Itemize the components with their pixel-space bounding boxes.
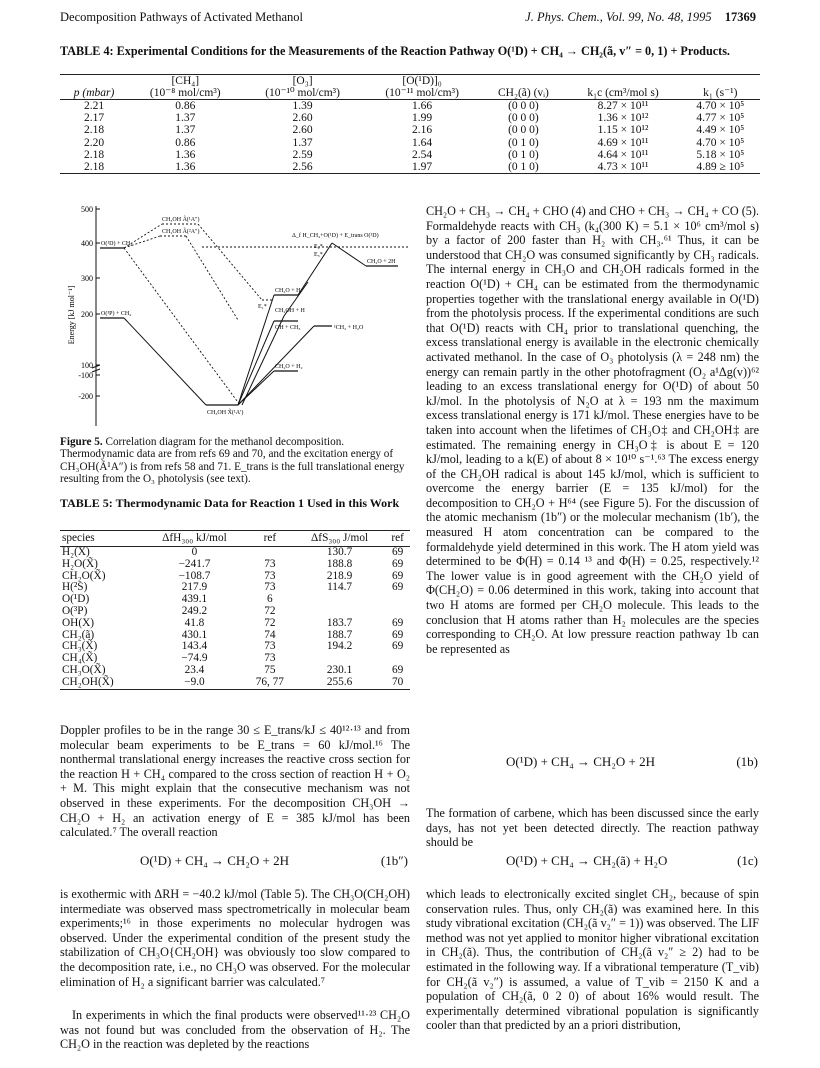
left-paragraph-1: Doppler profiles to be in the range 30 ≤ E_trans/kJ ≤ 40¹²·¹³ and from molecular beam experiments to be E_trans = 60 kJ/mol.¹⁶ The nonthermal translational energy increases the reactive cross section for the reaction H + CH₄ compared to the cross section of reaction H + O₂ + M. This might explain that the consecutive mechanism was not observed in these experiments. For the decomposition CH₃OH → CH₂O + H₂ an activation energy of E = 385 kJ/mol has been calculated.⁷ The overall reaction bbox=[60, 723, 410, 840]
col-header: [CH₄] bbox=[171, 75, 200, 87]
label-ch2oh-h: CH₂OH + H bbox=[275, 308, 305, 314]
table-cell: 4.77 × 10⁵ bbox=[696, 112, 745, 125]
table-cell: 8.27 × 10¹¹ bbox=[597, 100, 649, 112]
table-cell: 73 bbox=[264, 652, 276, 665]
table-row bbox=[60, 112, 760, 124]
tick-label: -100 bbox=[78, 371, 93, 380]
table-cell: 72 bbox=[264, 604, 276, 617]
table-cell: 4.89 ≥ 10⁵ bbox=[696, 161, 745, 174]
left-equation-1b-double-prime: O(¹D) + CH₄ → CH₂O + 2H bbox=[140, 853, 289, 868]
table4-header-row1 bbox=[60, 75, 760, 88]
table-cell: 41.8 bbox=[184, 616, 205, 629]
table-cell bbox=[294, 606, 385, 618]
col-header: ΔfH₃₀₀ kJ/mol bbox=[143, 531, 246, 547]
table-row bbox=[60, 161, 760, 174]
pathway-lines bbox=[124, 243, 366, 405]
right-paragraph-3: which leads to electronically excited singlet CH₂, because of spin conservation rules. Thus, only CH₂(ã) was examined here. In this study vibrational excitation (CH₂(ã v₂″ = 1)) was observed. The LIF method was not yet applied to monitor higher vibrational excitation in CH₂(ã). Thus, the contribution of CH₂(ã v₂″ ≥ 2) had to be estimated in the following way. If a vibrational temperature (T_vib) for CH₂(ã v₂″) is assumed, a value of T_vib = 2150 K and a population of CH₂(ã, 0 2 0) of about 16% would result. The experimentally determined vibrational population is significantly cooler than that predicted by an a priori distribution, bbox=[426, 887, 759, 1033]
table-cell: O(¹D) bbox=[62, 593, 90, 606]
table-cell: 249.2 bbox=[181, 604, 208, 617]
table-cell: 430.1 bbox=[181, 628, 208, 641]
left-paragraph-2: is exothermic with ΔRH = −40.2 kJ/mol (Table 5). The CH₃O(CH₂OH) intermediate was observed mass spectrometrically in molecular beam experiments;¹⁶ in those experiments no molecular hydrogen was observed. Under the experimental condition of the present study the stabilization of CH₃O{CH₂OH} was obviously too slow compared to the decomposition rate, i.e., no CH₃O was observed. For the molecular elimination of H₂ a significant barrier was calculated.⁷ bbox=[60, 887, 410, 989]
tick-label: 200 bbox=[81, 310, 93, 319]
table-cell: 2.59 bbox=[292, 148, 313, 161]
label-legend: Δ_f H_CH₄+O(¹D) + E_trans O(¹D) bbox=[292, 233, 379, 239]
table5 bbox=[60, 530, 410, 690]
label-e2: E₂* bbox=[314, 244, 323, 250]
tick-label: 400 bbox=[81, 239, 93, 248]
table-cell: 217.9 bbox=[181, 581, 208, 594]
table-row bbox=[60, 641, 410, 653]
table-cell: 2.56 bbox=[292, 161, 313, 174]
y-axis-label: Energy [kJ mol⁻¹] bbox=[67, 285, 76, 345]
table-cell: 2.21 bbox=[84, 100, 105, 112]
table-cell: 1.64 bbox=[412, 136, 433, 149]
table-row bbox=[60, 124, 760, 136]
table-cell: CH₄(X̃) bbox=[62, 652, 98, 665]
table-cell bbox=[294, 594, 385, 606]
page-number: 17369 bbox=[724, 10, 756, 24]
label-ch3oh-a: CH₃OH Ã(¹A″) bbox=[162, 217, 200, 223]
table-cell: CH₂(ã) bbox=[62, 628, 95, 641]
table-cell bbox=[385, 594, 410, 606]
dashed-pathways bbox=[124, 224, 408, 405]
label-e1: E₁* bbox=[258, 304, 267, 310]
table-cell: 4.64 × 10¹¹ bbox=[597, 148, 649, 161]
table-cell: 1.37 bbox=[292, 136, 313, 149]
table-cell: 69 bbox=[391, 640, 404, 653]
col-header: (10⁻¹¹ mol/cm³) bbox=[363, 87, 482, 100]
table-cell: 69 bbox=[391, 546, 404, 558]
table-cell: 4.70 × 10⁵ bbox=[696, 100, 745, 112]
table-cell: 76, 77 bbox=[246, 677, 294, 689]
table-cell: 2.20 bbox=[84, 136, 105, 149]
table-cell: 2.54 bbox=[412, 148, 433, 161]
label-ch3oh-x: CH₃OH X̃(¹A′) bbox=[207, 410, 244, 416]
table-cell bbox=[385, 606, 410, 618]
table-cell: 74 bbox=[264, 628, 276, 641]
running-header: Decomposition Pathways of Activated Methanol bbox=[60, 10, 304, 24]
figure5-caption-text: Correlation diagram for the methanol decomposition. Thermodynamic data are from refs 69 and 70, and the excitation energy of CH₃OH(Ã¹A″) is from refs 58 and 71. E_trans is the full translational energy resulting from the O₃ photolysis (see text). bbox=[60, 436, 405, 486]
col-header: species bbox=[60, 531, 143, 547]
table-row bbox=[60, 582, 410, 594]
col-header: (10⁻⁸ mol/cm³) bbox=[128, 87, 242, 100]
table4-caption: TABLE 4: Experimental Conditions for the Measurements of the Reaction Pathway O(¹D) + CH₄ → CH₂(ã, v″ = 0, 1) + Products. bbox=[60, 44, 730, 58]
right-equation-1c: O(¹D) + CH₄ → CH₂(ã) + H₂O bbox=[506, 853, 668, 868]
journal-citation bbox=[525, 10, 756, 25]
table-cell: 69 bbox=[391, 628, 404, 641]
table-row bbox=[60, 677, 410, 689]
table-cell: (0 0 0) bbox=[508, 124, 539, 137]
table-cell: 188.7 bbox=[326, 628, 353, 641]
table-cell: 4.49 × 10⁵ bbox=[696, 124, 745, 137]
table-cell: 69 bbox=[391, 569, 404, 582]
col-header: [O₃] bbox=[292, 75, 313, 87]
table-cell: 1.36 × 10¹² bbox=[597, 112, 649, 125]
table-cell: 1.36 bbox=[175, 148, 196, 161]
col-header: k₁ (s⁻¹) bbox=[681, 87, 760, 100]
label-ch2-h2o: ¹CH₂ + H₂O bbox=[334, 325, 364, 331]
table-cell: CH₃O(X̃) bbox=[62, 663, 106, 676]
table-cell: 1.36 bbox=[175, 161, 196, 174]
table4 bbox=[60, 74, 760, 174]
label-ch2oh-a: CH₂OH Ã(²A″) bbox=[162, 229, 200, 235]
table-cell: CH₂O(X̃) bbox=[62, 569, 106, 582]
table-cell: CH₃(X̃) bbox=[62, 640, 98, 653]
label-ch2o-h: CH₂O + H bbox=[275, 288, 301, 294]
col-header: [O(¹D)]₀ bbox=[402, 75, 442, 87]
col-header bbox=[681, 75, 760, 88]
table-cell: −241.7 bbox=[178, 557, 211, 570]
col-header: ΔfS₃₀₀ J/mol bbox=[294, 531, 385, 547]
table-cell: 72 bbox=[264, 616, 276, 629]
label-oh-ch3: OH + CH₃ bbox=[275, 325, 301, 331]
right-equation-number-1b: (1b) bbox=[736, 754, 758, 769]
table-row bbox=[60, 606, 410, 618]
label-o3p-ch4: O(³P) + CH₄ bbox=[101, 311, 132, 317]
table-cell: 218.9 bbox=[326, 569, 353, 582]
figure5-caption-label: Figure 5. bbox=[60, 436, 103, 448]
table-cell: 5.18 × 10⁵ bbox=[696, 148, 745, 161]
col-header: (10⁻¹⁰ mol/cm³) bbox=[242, 87, 362, 100]
left-equation-number: (1b″) bbox=[380, 853, 408, 868]
table-cell: 0.86 bbox=[175, 100, 196, 112]
table-row bbox=[60, 630, 410, 642]
table-cell: H₂(X) bbox=[62, 546, 90, 558]
table-cell: 194.2 bbox=[326, 640, 353, 653]
table-cell: 4.73 × 10¹¹ bbox=[597, 161, 649, 174]
table-row bbox=[60, 653, 410, 665]
table-cell: −74.9 bbox=[181, 652, 208, 665]
col-header bbox=[565, 75, 680, 88]
right-paragraph-2: The formation of carbene, which has been discussed since the early days, has not yet been detected directly. The reaction pathway should be bbox=[426, 806, 759, 850]
table-cell bbox=[246, 547, 294, 559]
table-cell: 2.16 bbox=[412, 124, 433, 137]
table-row bbox=[60, 547, 410, 559]
table-cell: 2.18 bbox=[84, 161, 105, 174]
figure5-correlation-diagram bbox=[62, 200, 410, 432]
table-row bbox=[60, 100, 760, 113]
table-cell: 1.97 bbox=[412, 161, 433, 174]
table-cell: (0 0 0) bbox=[508, 112, 539, 125]
col-header: CH₂(ã) (vᵢ) bbox=[481, 87, 565, 100]
table-cell: 70 bbox=[385, 677, 410, 689]
table-cell: (0 0 0) bbox=[508, 100, 539, 112]
table-cell: 73 bbox=[264, 569, 276, 582]
table-cell: 130.7 bbox=[326, 546, 353, 558]
table-cell: (0 1 0) bbox=[508, 148, 539, 161]
col-header: ref bbox=[385, 531, 410, 547]
table-cell: 69 bbox=[391, 663, 404, 676]
col-header bbox=[60, 75, 128, 88]
label-ch2o-h2: CH₂O + H₂ bbox=[275, 364, 303, 370]
tick-label: 500 bbox=[81, 205, 93, 214]
table-cell: 188.8 bbox=[326, 557, 353, 570]
table-cell: 73 bbox=[264, 557, 276, 570]
table-cell: 0 bbox=[191, 546, 198, 558]
table-row bbox=[60, 665, 410, 677]
table-cell: 2.18 bbox=[84, 124, 105, 137]
journal-name: J. Phys. Chem., Vol. 99, No. 48, 1995 bbox=[525, 10, 712, 24]
table-cell: CH₂OH(X̃) bbox=[60, 677, 143, 689]
table-cell: 230.1 bbox=[326, 663, 353, 676]
figure5-caption bbox=[60, 436, 410, 486]
table-cell: 2.18 bbox=[84, 148, 105, 161]
col-header bbox=[481, 75, 565, 88]
label-o1d-ch4: O(¹D) + CH₄ bbox=[101, 241, 133, 247]
right-equation-number-1c: (1c) bbox=[737, 853, 758, 868]
table-cell: (0 1 0) bbox=[508, 161, 539, 174]
table-cell: −9.0 bbox=[143, 677, 246, 689]
table-cell: 1.37 bbox=[175, 112, 196, 125]
table-cell: 1.15 × 10¹² bbox=[597, 124, 649, 137]
col-header: k₁c (cm³/mol s) bbox=[565, 87, 680, 100]
table-cell: 183.7 bbox=[326, 616, 353, 629]
table-cell: 4.70 × 10⁵ bbox=[696, 136, 745, 149]
tick-label: -200 bbox=[78, 392, 93, 401]
table-cell: 4.69 × 10¹¹ bbox=[597, 136, 649, 149]
table-cell: 2.60 bbox=[292, 124, 313, 137]
table-cell: 75 bbox=[264, 663, 276, 676]
table-row bbox=[60, 594, 410, 606]
table-cell: 69 bbox=[391, 557, 404, 570]
tick-label: 300 bbox=[81, 274, 93, 283]
right-equation-1b: O(¹D) + CH₄ → CH₂O + 2H bbox=[506, 754, 655, 769]
tick-label: 100 bbox=[81, 361, 93, 370]
table-cell: H₂O(X̃) bbox=[62, 557, 98, 570]
table-cell: H(²S) bbox=[62, 581, 88, 594]
table-row bbox=[60, 571, 410, 583]
table-cell: OH(X) bbox=[62, 616, 94, 629]
label-ch2o-2h: CH₂O + 2H bbox=[367, 259, 396, 265]
table-cell: 69 bbox=[391, 581, 404, 594]
table-row bbox=[60, 559, 410, 571]
table-cell: 1.66 bbox=[412, 100, 433, 112]
table5-caption: TABLE 5: Thermodynamic Data for Reaction 1 Used in this Work bbox=[60, 496, 400, 510]
table-cell: 1.39 bbox=[292, 100, 313, 112]
right-paragraph-1: CH₂O + CH₃ → CH₄ + CHO (4) and CHO + CH₃ → CH₄ + CO (5). Formaldehyde reacts with CH₃ (k₄(300 K) = 5.1 × 10⁶ cm³/mol s) by a factor of 200 faster than H₂ with CH₃.⁶¹ Thus, it can be understood that CH₂O was consumed significantly by CH₃ radicals. The internal energy in CH₃O and CH₂OH radicals formed in the reaction O(¹D) + CH₄ can be estimated from the thermodynamic properties together with the translational energy available in O(¹D) from the photolysis process. If the experimental conditions are such that O(¹D) reacts with CH₄ prior to translational quenching, the excess translational energy is available in the electronic chemically activated methanol. In the case of O₃ photolysis (λ = 248 nm) the energy can remain partly in the other photofragment (O₂ a¹Δg(v))⁶² leading to an excess translational energy for O(¹D) of about 50 kJ/mol. In the photolysis of N₂O at λ = 193 nm the maximum excess translational energy is 171 kJ/mol. These energies have to be taken into account when the lifetimes of CH₃O‡ and CH₂OH‡ are estimated. The remaining energy in CH₃O‡ is about E = 120 kJ/mol, leading to a k(E) of about 8 × 10¹⁰ s⁻¹.⁶³ The excess energy of the CH₂OH radical is about 145 kJ/mol, which is sufficient to overcome the energy barrier (E = 135 kJ/mol) for the decomposition to CH₂O + H⁶⁴ (see Figure 5). For the discussion of the atomic mechanism (1b″) or the molecular mechanism (1b′), the measured H atom concentration can be compared to the formaldehyde yield determined in this work. The H atom yield was determined to be Φ(H) = 0.14 ¹³ and Φ(H) = 0.25, respectively.¹² The lower value is in good agreement with the CH₂O yield of Φ(CH₂O) = 0.06 determined in this work, taking into account that two H atoms are formed per CH₂O molecule. This leads to the conclusion that H atoms rather than H₂ molecules are the species corresponding to CH₂O. At low pressure reaction pathway 1b can be represented as bbox=[426, 204, 759, 656]
table-cell: 73 bbox=[264, 581, 276, 594]
table-cell: O(³P) bbox=[62, 604, 88, 617]
col-header: ref bbox=[246, 531, 294, 547]
table-row bbox=[60, 149, 760, 161]
col-header: p (mbar) bbox=[60, 87, 128, 100]
table-cell: 1.37 bbox=[175, 124, 196, 137]
table-cell: 439.1 bbox=[181, 593, 208, 606]
table-cell: 1.99 bbox=[412, 112, 433, 125]
table-cell: 143.4 bbox=[181, 640, 208, 653]
y-axis-ticks bbox=[96, 209, 100, 396]
table-cell: 69 bbox=[391, 616, 404, 629]
table-cell: 2.17 bbox=[84, 112, 105, 125]
table-cell: 114.7 bbox=[327, 581, 353, 594]
table-cell: 73 bbox=[264, 640, 276, 653]
table-cell: 0.86 bbox=[175, 136, 196, 149]
left-paragraph-3: In experiments in which the final products were observed¹¹·²³ CH₂O was not found but was concluded from the observation of H₂. The CH₂O in the reaction was depleted by the reactions bbox=[60, 1008, 410, 1052]
table-cell: (0 1 0) bbox=[508, 136, 539, 149]
table-cell: 6 bbox=[267, 593, 273, 606]
label-e3: E₃* bbox=[314, 252, 323, 258]
table-cell: 255.6 bbox=[294, 677, 385, 689]
table-cell: 23.4 bbox=[184, 663, 205, 676]
table-row bbox=[60, 618, 410, 630]
table5-header-row bbox=[60, 531, 410, 547]
table-cell: 2.60 bbox=[292, 112, 313, 125]
table4-header-row2 bbox=[60, 87, 760, 100]
table-cell: −108.7 bbox=[178, 569, 211, 582]
table-row bbox=[60, 137, 760, 149]
